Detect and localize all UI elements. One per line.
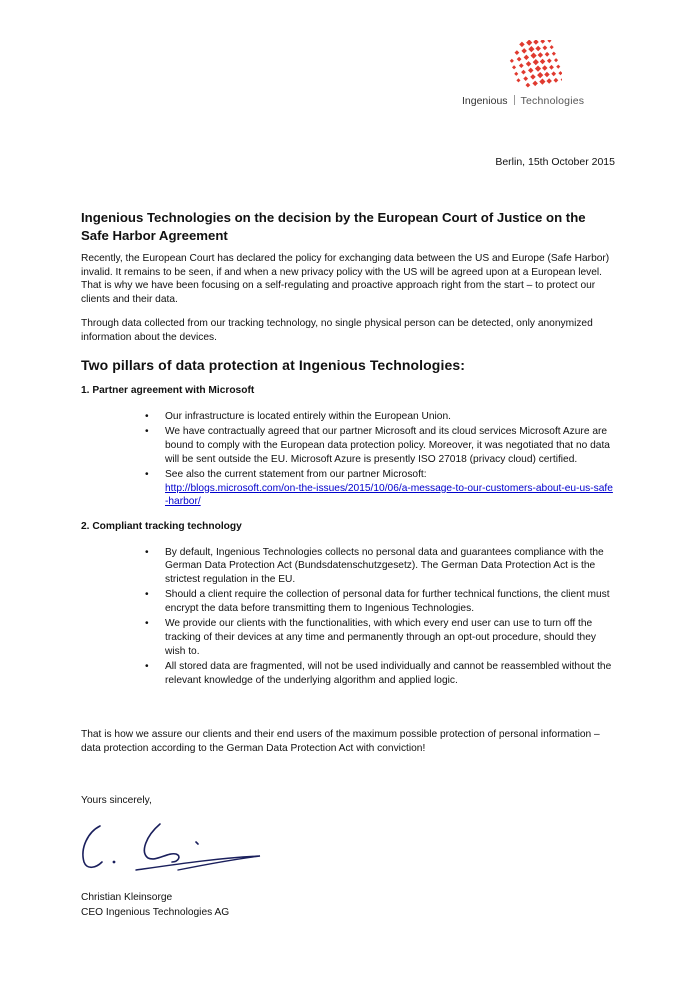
company-logo xyxy=(462,40,622,110)
paragraph-intro: Recently, the European Court has declared the policy for exchanging data between the US and Europe (Safe Harbor) invalid. It remains to be seen, if and when a new privacy policy with the US will be agreed upon at a European level. That is why we have been focusing on a self-regulating and proactive approach right from the start – to protect our clients and their data. xyxy=(81,253,610,305)
bullet-glyph: • xyxy=(145,410,149,422)
logo-mesh-cell xyxy=(561,78,562,82)
letter-body xyxy=(81,209,616,698)
bullet-glyph: • xyxy=(145,426,149,438)
bullet-glyph: • xyxy=(145,589,149,601)
logo-mesh-cell xyxy=(552,52,556,56)
bullet-glyph: • xyxy=(145,661,149,673)
logo-mesh-cell xyxy=(526,61,532,67)
logo-mesh-cell xyxy=(512,65,516,69)
logo-mesh-cell xyxy=(535,46,541,52)
logo-mesh-cell xyxy=(546,78,552,84)
signer-block xyxy=(81,891,229,920)
bullet-glyph: • xyxy=(145,469,149,481)
pillar2-heading: 2. Compliant tracking technology xyxy=(81,520,242,532)
logo-mesh-cell xyxy=(547,58,552,63)
logo-mesh-cell xyxy=(553,78,558,83)
logo-mesh-cell xyxy=(523,76,528,81)
handwritten-signature xyxy=(78,818,268,883)
signer-title: CEO Ingenious Technologies AG xyxy=(81,906,230,918)
logo-mesh-cell xyxy=(556,65,560,69)
list-item xyxy=(145,660,616,687)
list-item-text: We provide our clients with the functionalities, with which every end user can use to turn off the tracking of their devices at any time and permanently through an opt-out procedure, should they wish to. xyxy=(165,618,596,657)
letter-date: Berlin, 15th October 2015 xyxy=(495,156,615,168)
logo-mesh-cell xyxy=(521,48,527,54)
pillar2-list xyxy=(81,546,616,688)
logo-mesh-cell xyxy=(538,52,544,58)
signature-icon xyxy=(78,818,268,878)
logo-mesh-cell xyxy=(533,59,539,65)
logo-mesh-cell xyxy=(528,46,534,52)
logo-mesh-cell xyxy=(514,72,518,76)
list-item-text: By default, Ingenious Technologies collects no personal data and guarantees compliance with the German Data Protection Act (Bundsdatenschutzgesetz). The German Data Protection Act is the strictest regulation in the EU. xyxy=(165,546,604,585)
logo-mesh-cell xyxy=(558,71,562,75)
list-item xyxy=(145,546,616,587)
list-item-text: We have contractually agreed that our partner Microsoft and its cloud services Microsoft Azure are bound to comply with the European data protection policy. Moreover, it was negotiated that no data will be sent outside the EU. Microsoft Azure is presently ISO 27018 (privacy cloud) certified. xyxy=(165,426,610,465)
logo-mesh-cell xyxy=(544,72,550,78)
logo-mesh-cell xyxy=(519,42,525,48)
list-item-text: Should a client require the collection of personal data for further technical functions, the client must encrypt the data before transmitting them to Ingenious Technologies. xyxy=(165,589,610,614)
logo-mesh-cell xyxy=(528,68,534,74)
logo-mesh-cell xyxy=(539,78,545,84)
logo-mesh-cell xyxy=(516,78,520,82)
logo-mesh-cell xyxy=(517,57,522,62)
logo-mesh-cell xyxy=(537,72,543,78)
list-item xyxy=(145,425,616,466)
pillar1-heading: 1. Partner agreement with Microsoft xyxy=(81,385,255,397)
logo-separator xyxy=(514,95,515,105)
logo-mesh-cell xyxy=(532,81,538,87)
logo-mesh-cell xyxy=(519,63,524,68)
signer-name: Christian Kleinsorge xyxy=(81,892,173,903)
list-item xyxy=(145,588,616,615)
logo-mesh-cell xyxy=(510,59,514,63)
letter-title: Ingenious Technologies on the decision by the European Court of Justice on the Safe Harbor Agreement xyxy=(81,210,586,243)
logo-mesh-cell xyxy=(542,45,547,50)
logo-mesh-cell xyxy=(540,40,545,44)
logo-mesh-cell xyxy=(526,40,532,46)
mesh-logo-icon xyxy=(502,40,562,95)
logo-mesh-cell xyxy=(551,71,556,76)
logo-mesh-cell xyxy=(549,65,554,70)
pillar1-list xyxy=(81,410,616,509)
microsoft-statement-link[interactable]: http://blogs.microsoft.com/on-the-issues/2015/10/06/a-message-to-our-customers-about-eu-us-safe-harbor/ xyxy=(165,482,613,508)
logo-mesh-cell xyxy=(525,83,530,88)
salutation: Yours sincerely, xyxy=(81,795,152,806)
bullet-glyph: • xyxy=(145,618,149,630)
section-heading: Two pillars of data protection at Ingenious Technologies: xyxy=(81,356,465,373)
logo-mesh-cell xyxy=(530,52,536,58)
logo-wordmark xyxy=(462,95,584,107)
paragraph-tracking: Through data collected from our tracking technology, no single physical person can be detected, only anonymized information about the devices. xyxy=(81,318,593,343)
closing-paragraph: That is how we assure our clients and their end users of the maximum possible protection of personal information – data protection according to the German Data Protection Act with conviction! xyxy=(81,729,600,754)
logo-mesh-cell xyxy=(530,74,536,80)
list-item xyxy=(145,617,616,658)
logo-mesh-cell xyxy=(554,58,558,62)
logo-mesh-cell xyxy=(533,40,539,45)
list-item-text: See also the current statement from our partner Microsoft: xyxy=(165,469,427,481)
logo-mesh-cell xyxy=(545,52,550,57)
bullet-glyph: • xyxy=(145,546,149,558)
logo-mesh-cell xyxy=(535,65,541,71)
logo-mesh-cell xyxy=(540,59,546,65)
logo-mesh-cell xyxy=(542,65,548,71)
logo-mesh-cell xyxy=(521,70,526,75)
logo-text-technologies: Technologies xyxy=(520,95,585,107)
logo-text-ingenious: Ingenious xyxy=(462,95,508,107)
logo-mesh-cell xyxy=(547,40,551,43)
list-item-text: All stored data are fragmented, will not be used individually and cannot be reassembled without the relevant knowledge of the underlying algorithm and applied logic. xyxy=(165,661,612,686)
logo-mesh-cell xyxy=(514,50,519,55)
logo-mesh-cell xyxy=(550,45,554,49)
logo-mesh-cell xyxy=(524,55,530,61)
list-item xyxy=(145,410,616,424)
list-item-text: Our infrastructure is located entirely within the European Union. xyxy=(165,410,451,422)
list-item xyxy=(145,468,616,509)
